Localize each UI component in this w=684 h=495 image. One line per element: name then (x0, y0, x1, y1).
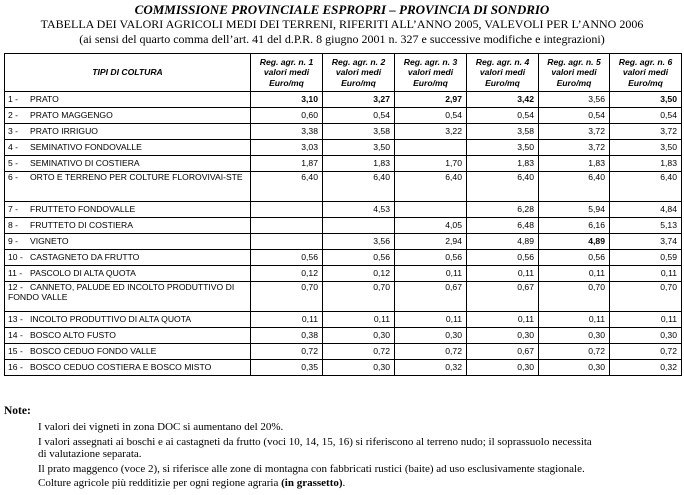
value-cell: 3,58 (467, 124, 539, 140)
coltura-name: VIGNETO (30, 236, 69, 246)
coltura-name: SEMINATIVO DI COSTIERA (30, 158, 140, 168)
table-row (5, 312, 682, 328)
coltura-cell (5, 92, 251, 108)
header-title: COMMISSIONE PROVINCIALE ESPROPRI – PROVINCIA DI SONDRIO (134, 2, 550, 17)
value-cell: 0,11 (467, 312, 539, 328)
value-cell: 0,30 (395, 328, 467, 344)
value-cell: 4,05 (395, 218, 467, 234)
value-cell: 0,30 (539, 328, 610, 344)
value-cell: 0,67 (395, 282, 467, 312)
value-cell: 0,70 (539, 282, 610, 312)
value-cell: 0,56 (323, 250, 395, 266)
note-item: I valori dei vigneti in zona DOC si aumentano del 20%. (38, 421, 284, 433)
coltura-number: 7 - (8, 204, 19, 214)
value-cell: 3,03 (251, 140, 323, 156)
value-cell (323, 218, 395, 234)
table-row (5, 156, 682, 172)
value-cell: 3,22 (395, 124, 467, 140)
value-cell: 0,70 (323, 282, 395, 312)
coltura-number: 3 - (8, 126, 19, 136)
value-cell: 3,74 (610, 234, 682, 250)
value-cell: 0,32 (395, 360, 467, 376)
table-row (5, 282, 682, 312)
value-cell: 3,72 (539, 124, 610, 140)
coltura-name: PRATO (30, 94, 59, 104)
coltura-number: 10 - (8, 252, 23, 262)
value-cell: 0,30 (467, 328, 539, 344)
coltura-number: 9 - (8, 236, 19, 246)
value-cell: 6,48 (467, 218, 539, 234)
table-row (5, 266, 682, 282)
coltura-cell (5, 250, 251, 266)
table-row (5, 108, 682, 124)
note-item: Il prato maggenco (voce 2), si riferisce alle zone di montagna con fabbricati rustici (baite) ad uso esclusivamente stagionale. (38, 462, 585, 475)
coltura-name: FRUTTETO DI COSTIERA (30, 220, 133, 230)
header-legal-reference: (ai sensi del quarto comma dell’art. 41 del d.P.R. 8 giugno 2001 n. 327 e successive modifiche e integrazioni) (79, 32, 605, 46)
value-cell: 2,97 (395, 92, 467, 108)
value-cell: 0,56 (467, 250, 539, 266)
coltura-name: INCOLTO PRODUTTIVO DI ALTA QUOTA (30, 314, 192, 324)
coltura-name: BOSCO ALTO FUSTO (30, 330, 116, 340)
value-cell: 0,11 (539, 312, 610, 328)
value-cell: 0,56 (395, 250, 467, 266)
table-row (5, 360, 682, 376)
coltura-cell (5, 360, 251, 376)
value-cell (251, 218, 323, 234)
value-cell: 0,70 (610, 282, 682, 312)
coltura-number: 13 - (8, 314, 23, 324)
value-cell: 0,11 (395, 266, 467, 282)
value-cell: 0,67 (467, 282, 539, 312)
coltura-name: PRATO IRRIGUO (30, 126, 98, 136)
table-body (5, 92, 682, 376)
coltura-number: 11 - (8, 268, 23, 278)
value-cell: 1,87 (251, 156, 323, 172)
value-cell: 3,27 (323, 92, 395, 108)
value-cell: 6,28 (467, 202, 539, 218)
value-cell: 0,30 (610, 328, 682, 344)
value-cell: 0,72 (395, 344, 467, 360)
coltura-number: 12 - (8, 282, 23, 292)
value-cell: 3,10 (251, 92, 323, 108)
note-bold-text: (in grassetto) (281, 477, 343, 489)
column-header-region: Reg. agr. n. 3 valori medi Euro/mq (395, 54, 467, 92)
coltura-number: 2 - (8, 110, 19, 120)
value-cell: 4,89 (539, 234, 610, 250)
coltura-number: 4 - (8, 142, 19, 152)
value-cell: 0,72 (610, 344, 682, 360)
value-cell (395, 140, 467, 156)
table-row (5, 250, 682, 266)
value-cell: 6,40 (395, 172, 467, 202)
coltura-cell (5, 344, 251, 360)
coltura-name: BOSCO CEDUO COSTIERA E BOSCO MISTO (30, 362, 212, 372)
table-row (5, 124, 682, 140)
value-cell: 0,59 (610, 250, 682, 266)
value-cell: 0,72 (251, 344, 323, 360)
value-cell: 3,50 (467, 140, 539, 156)
table-row (5, 202, 682, 218)
column-header-region: Reg. agr. n. 1 valori medi Euro/mq (251, 54, 323, 92)
value-cell: 1,83 (467, 156, 539, 172)
value-cell: 0,11 (251, 312, 323, 328)
value-cell: 0,60 (251, 108, 323, 124)
value-cell: 3,72 (539, 140, 610, 156)
value-cell: 0,30 (467, 360, 539, 376)
value-cell: 2,94 (395, 234, 467, 250)
column-header-region: Reg. agr. n. 2 valori medi Euro/mq (323, 54, 395, 92)
value-cell: 0,72 (323, 344, 395, 360)
value-cell: 0,54 (395, 108, 467, 124)
coltura-cell (5, 140, 251, 156)
value-cell: 0,11 (395, 312, 467, 328)
coltura-name: CASTAGNETO DA FRUTTO (30, 252, 140, 262)
header-subtitle: TABELLA DEI VALORI AGRICOLI MEDI DEI TERRENI, RIFERITI ALL’ANNO 2005, VALEVOLI PER L’ANNO 2006 (40, 17, 644, 31)
value-cell: 0,11 (610, 312, 682, 328)
coltura-cell (5, 218, 251, 234)
value-cell (251, 234, 323, 250)
value-cell: 3,72 (610, 124, 682, 140)
value-cell: 0,56 (539, 250, 610, 266)
coltura-name: ORTO E TERRENO PER COLTURE FLOROVIVAI-STE (30, 172, 243, 182)
value-cell: 0,54 (323, 108, 395, 124)
value-cell: 0,11 (610, 266, 682, 282)
value-cell: 0,30 (323, 328, 395, 344)
table-row (5, 140, 682, 156)
value-cell: 0,30 (323, 360, 395, 376)
column-header-region: Reg. agr. n. 5 valori medi Euro/mq (539, 54, 610, 92)
value-cell: 0,35 (251, 360, 323, 376)
table-row (5, 218, 682, 234)
coltura-cell (5, 108, 251, 124)
value-cell: 6,40 (539, 172, 610, 202)
value-cell: 0,12 (323, 266, 395, 282)
coltura-name: BOSCO CEDUO FONDO VALLE (30, 346, 157, 356)
coltura-number: 15 - (8, 346, 23, 356)
coltura-cell (5, 266, 251, 282)
coltura-cell (5, 282, 251, 312)
value-cell: 0,30 (539, 360, 610, 376)
coltura-number: 8 - (8, 220, 19, 230)
value-cell: 0,11 (539, 266, 610, 282)
valori-agricoli-table (4, 53, 682, 376)
coltura-cell (5, 234, 251, 250)
value-cell: 6,16 (539, 218, 610, 234)
value-cell: 1,70 (395, 156, 467, 172)
value-cell: 4,84 (610, 202, 682, 218)
value-cell: 3,50 (323, 140, 395, 156)
coltura-number: 5 - (8, 158, 19, 168)
coltura-number: 14 - (8, 330, 23, 340)
value-cell (395, 202, 467, 218)
value-cell: 0,11 (467, 266, 539, 282)
coltura-cell (5, 172, 251, 202)
note-item: Colture agricole più redditizie per ogni regione agraria (in grassetto). (38, 477, 346, 489)
value-cell: 0,70 (251, 282, 323, 312)
value-cell: 3,50 (610, 92, 682, 108)
value-cell: 6,40 (323, 172, 395, 202)
coltura-name: PASCOLO DI ALTA QUOTA (30, 268, 136, 278)
value-cell: 0,38 (251, 328, 323, 344)
value-cell: 3,56 (539, 92, 610, 108)
table-row (5, 172, 682, 202)
column-header-tipi: TIPI DI COLTURA (5, 54, 251, 92)
value-cell: 0,12 (251, 266, 323, 282)
notes-title: Note: (4, 405, 31, 417)
value-cell: 3,42 (467, 92, 539, 108)
value-cell: 3,38 (251, 124, 323, 140)
coltura-name: CANNETO, PALUDE ED INCOLTO PRODUTTIVO DI FONDO VALLE (8, 282, 235, 302)
value-cell: 0,54 (467, 108, 539, 124)
coltura-cell (5, 328, 251, 344)
table-row (5, 234, 682, 250)
coltura-number: 16 - (8, 362, 23, 372)
table-row (5, 92, 682, 108)
coltura-cell (5, 202, 251, 218)
column-header-region: Reg. agr. n. 6 valori medi Euro/mq (610, 54, 682, 92)
table-row (5, 328, 682, 344)
value-cell: 5,94 (539, 202, 610, 218)
table-row (5, 344, 682, 360)
coltura-cell (5, 312, 251, 328)
value-cell: 3,56 (323, 234, 395, 250)
value-cell (251, 202, 323, 218)
note-item: di valutazione separata. (38, 448, 142, 460)
value-cell: 0,11 (323, 312, 395, 328)
value-cell: 1,83 (539, 156, 610, 172)
value-cell: 1,83 (610, 156, 682, 172)
note-item: I valori assegnati ai boschi e ai castagneti da frutto (voci 10, 14, 15, 16) si riferiscono al terreno nudo; il soprassuolo necessita (38, 435, 592, 448)
value-cell: 4,53 (323, 202, 395, 218)
value-cell: 3,50 (610, 140, 682, 156)
value-cell: 0,67 (467, 344, 539, 360)
notes-list (38, 421, 684, 492)
value-cell: 3,58 (323, 124, 395, 140)
value-cell: 5,13 (610, 218, 682, 234)
value-cell: 0,56 (251, 250, 323, 266)
value-cell: 0,54 (610, 108, 682, 124)
value-cell: 6,40 (610, 172, 682, 202)
coltura-name: PRATO MAGGENGO (30, 110, 113, 120)
column-header-region: Reg. agr. n. 4 valori medi Euro/mq (467, 54, 539, 92)
coltura-cell (5, 124, 251, 140)
coltura-name: FRUTTETO FONDOVALLE (30, 204, 136, 214)
value-cell: 6,40 (251, 172, 323, 202)
coltura-cell (5, 156, 251, 172)
coltura-number: 6 - (8, 172, 19, 182)
coltura-name: SEMINATIVO FONDOVALLE (30, 142, 142, 152)
value-cell: 6,40 (467, 172, 539, 202)
value-cell: 0,54 (539, 108, 610, 124)
value-cell: 0,72 (539, 344, 610, 360)
value-cell: 1,83 (323, 156, 395, 172)
coltura-number: 1 - (8, 94, 19, 104)
value-cell: 4,89 (467, 234, 539, 250)
value-cell: 0,32 (610, 360, 682, 376)
